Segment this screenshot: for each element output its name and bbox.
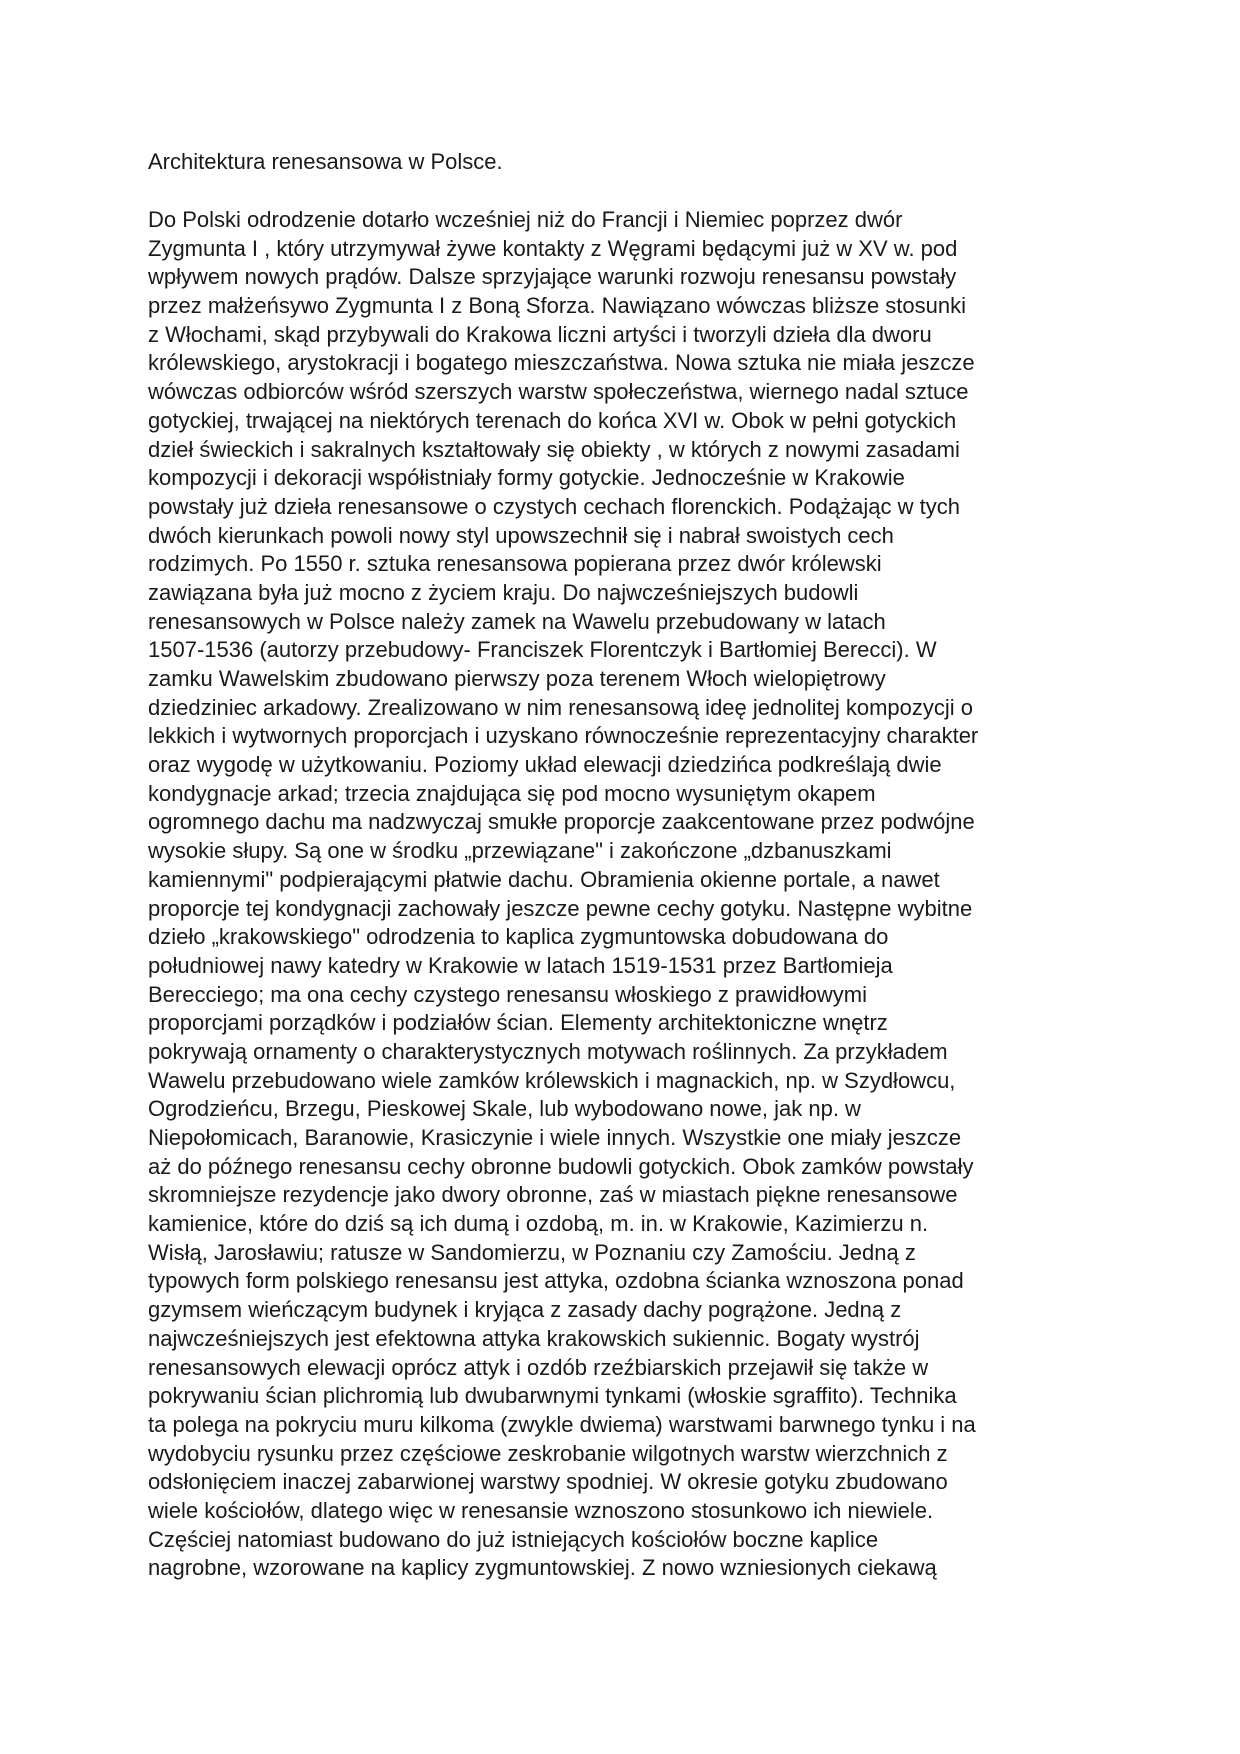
body-line: gotyckiej, trwającej na niektórych terenach do końca XVI w. Obok w pełni gotyckich: [148, 407, 957, 433]
body-line: Ogrodzieńcu, Brzegu, Pieskowej Skale, lub wybodowano nowe, jak np. w: [148, 1096, 861, 1122]
document-title: Architektura renesansowa w Polsce.: [148, 149, 503, 174]
body-line: gzymsem wieńczącym budynek i kryjąca z zasady dachy pogrążone. Jedną z: [148, 1297, 902, 1323]
body-line: królewskiego, arystokracji i bogatego mieszczaństwa. Nowa sztuka nie miała jeszcze: [148, 350, 975, 376]
body-line: kamiennymi" podpierającymi płatwie dachu. Obramienia okienne portale, a nawet: [148, 866, 940, 892]
body-line: kompozycji i dekoracji współistniały formy gotyckie. Jednocześnie w Krakowie: [148, 465, 905, 491]
body-line: wysokie słupy. Są one w środku „przewiązane" i zakończone „dzbanuszkami: [148, 838, 892, 864]
body-line: z Włochami, skąd przybywali do Krakowa liczni artyści i tworzyli dzieła dla dworu: [148, 321, 932, 347]
body-line: proporcje tej kondygnacji zachowały jeszcze pewne cechy gotyku. Następne wybitne: [148, 895, 973, 921]
body-line: wiele kościołów, dlatego więc w renesansie wznoszono stosunkowo ich niewiele.: [148, 1497, 934, 1523]
body-line: pokrywaniu ścian plichromią lub dwubarwnymi tynkami (włoskie sgraffito). Technika: [148, 1383, 957, 1409]
body-line: pokrywają ornamenty o charakterystycznych motywach roślinnych. Za przykładem: [148, 1038, 948, 1064]
body-line: aż do późnego renesansu cechy obronne budowli gotyckich. Obok zamków powstały: [148, 1153, 974, 1179]
document-body: [148, 206, 978, 1583]
body-line: typowych form polskiego renesansu jest attyka, ozdobna ścianka wznoszona ponad: [148, 1268, 964, 1294]
body-line: kamienice, które do dziś są ich dumą i ozdobą, m. in. w Krakowie, Kazimierzu n.: [148, 1211, 929, 1237]
body-line: ogromnego dachu ma nadzwyczaj smukłe proporcje zaakcentowane przez podwójne: [148, 809, 975, 835]
body-line: lekkich i wytwornych proporcjach i uzyskano równocześnie reprezentacyjny charakter: [148, 723, 979, 749]
body-line: Wawelu przebudowano wiele zamków królewskich i magnackich, np. w Szydłowcu,: [148, 1067, 956, 1093]
body-line: zamku Wawelskim zbudowano pierwszy poza terenem Włoch wielopiętrowy: [148, 666, 886, 691]
body-line: Zygmunta I , który utrzymywał żywe kontakty z Węgrami będącymi już w XV w. pod: [148, 235, 958, 261]
body-line: Częściej natomiast budowano do już istniejących kościołów boczne kaplice: [148, 1526, 879, 1552]
body-line: Wisłą, Jarosławiu; ratusze w Sandomierzu, w Poznaniu czy Zamościu. Jedną z: [148, 1239, 916, 1265]
body-line: Berecciego; ma ona cechy czystego renesansu włoskiego z prawidłowymi: [148, 981, 868, 1007]
body-line: Niepołomicach, Baranowie, Krasiczynie i wiele innych. Wszystkie one miały jeszcze: [148, 1125, 962, 1150]
body-line: skromniejsze rezydencje jako dwory obronne, zaś w miastach piękne renesansowe: [148, 1182, 958, 1208]
body-line: renesansowych elewacji oprócz attyk i ozdób rzeźbiarskich przejawił się także w: [148, 1354, 929, 1380]
body-line: najwcześniejszych jest efektowna attyka krakowskich sukiennic. Bogaty wystrój: [148, 1325, 920, 1351]
body-line: ta polega na pokryciu muru kilkoma (zwykle dwiema) warstwami barwnego tynku i na: [148, 1411, 976, 1437]
body-line: powstały już dzieła renesansowe o czystych cechach florenckich. Podążając w tych: [148, 493, 960, 519]
body-line: proporcjami porządków i podziałów ścian. Elementy architektoniczne wnętrz: [148, 1010, 888, 1036]
body-line: oraz wygodę w użytkowaniu. Poziomy układ elewacji dziedzińca podkreślają dwie: [148, 752, 942, 778]
body-line: wydobyciu rysunku przez częściowe zeskrobanie wilgotnych warstw wierzchnich z: [148, 1440, 948, 1466]
body-line: południowej nawy katedry w Krakowie w latach 1519-1531 przez Bartłomieja: [148, 952, 893, 978]
body-line: nagrobne, wzorowane na kaplicy zygmuntowskiej. Z nowo wzniesionych ciekawą: [148, 1555, 937, 1581]
body-line: wpływem nowych prądów. Dalsze sprzyjające warunki rozwoju renesansu powstały: [148, 264, 957, 290]
body-line: dzieło „krakowskiego" odrodzenia to kaplica zygmuntowska dobudowana do: [148, 924, 889, 950]
body-line: Do Polski odrodzenie dotarło wcześniej niż do Francji i Niemiec poprzez dwór: [148, 207, 903, 232]
body-line: 1507-1536 (autorzy przebudowy- Franciszek Florentczyk i Bartłomiej Berecci). W: [148, 637, 937, 663]
body-line: dzieł świeckich i sakralnych kształtowały się obiekty , w których z nowymi zasadami: [148, 436, 960, 462]
body-line: renesansowych w Polsce należy zamek na Wawelu przebudowany w latach: [148, 608, 886, 634]
body-line: wówczas odbiorców wśród szerszych warstw społeczeństwa, wiernego nadal sztuce: [148, 379, 969, 405]
body-line: dziedziniec arkadowy. Zrealizowano w nim renesansową ideę jednolitej kompozycji o: [148, 694, 973, 720]
body-line: przez małżeńsywo Zygmunta I z Boną Sforza. Nawiązano wówczas bliższe stosunki: [148, 293, 967, 319]
body-line: odsłonięciem inaczej zabarwionej warstwy spodniej. W okresie gotyku zbudowano: [148, 1469, 948, 1495]
body-line: dwóch kierunkach powoli nowy styl upowszechnił się i nabrał swoistych cech: [148, 522, 894, 548]
body-line: kondygnacje arkad; trzecia znajdująca się pod mocno wysuniętym okapem: [148, 780, 876, 806]
body-line: rodzimych. Po 1550 r. sztuka renesansowa popierana przez dwór królewski: [148, 551, 882, 577]
body-line: zawiązana była już mocno z życiem kraju. Do najwcześniejszych budowli: [148, 579, 859, 605]
